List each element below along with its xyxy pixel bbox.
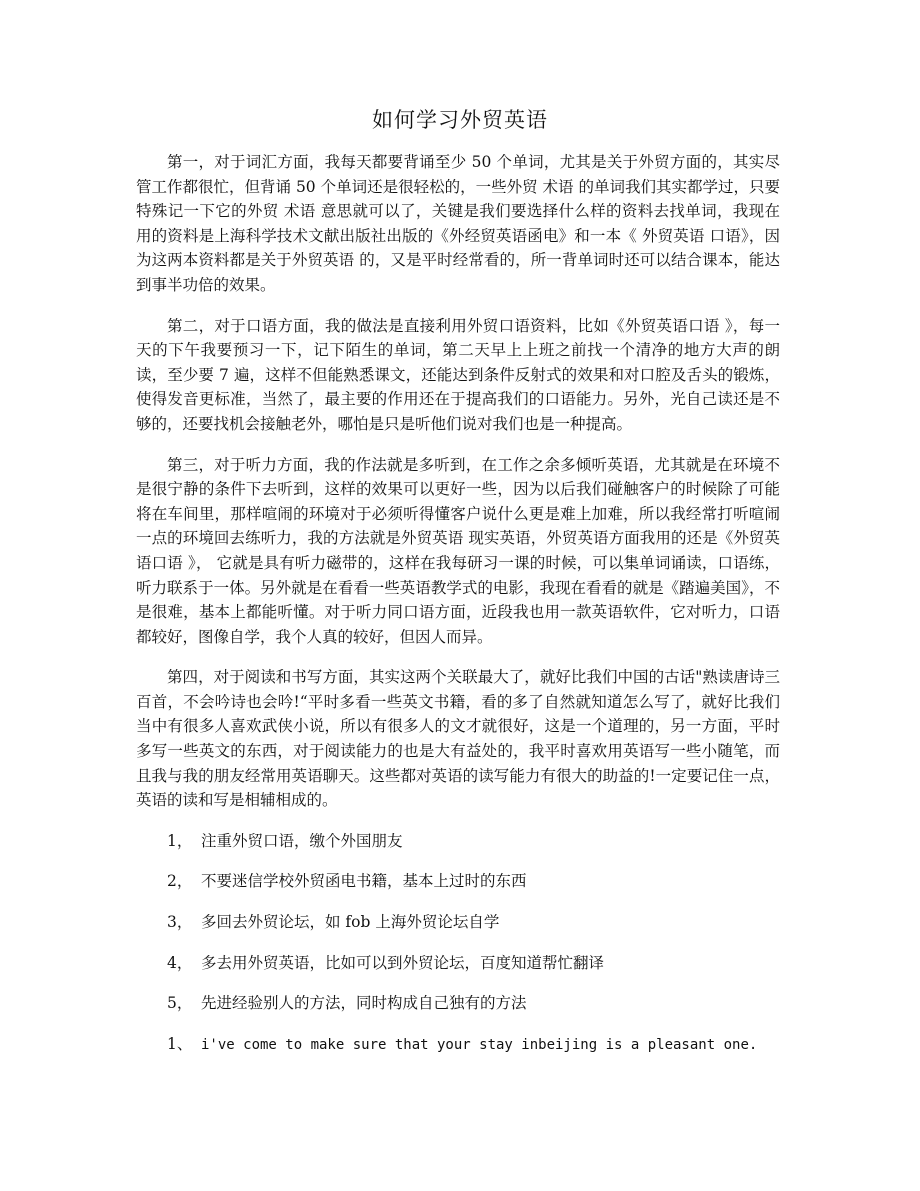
list-item-number: 5，: [167, 994, 193, 1013]
list-item-text: 多去用外贸英语，比如可以到外贸论坛，百度知道帮忙翻译: [201, 953, 605, 972]
paragraph-listening: 第三，对于听力方面，我的作法就是多听到，在工作之余多倾听英语，尤其就是在环境不是很宁静的条件下去听到，这样的效果可以更好一些，因为以后我们碰触客户的时候除了可能将在车间里，那样喧闹的环境对于必须听得懂客户说什么更是难上加难，所以我经常打听喧闹一点的环境回去练听力，我的方法就是外贸英语 现实英语，外贸英语方面我用的还是《外贸英语口语 》， 它就是具有听力磁带的，这样在我每研习一课的时候，可以集单词诵读，口语练，听力联系于一体。另外就是在看看一些英语教学式的电影，我现在看看的就是《踏遍美国》，不是很难，基本上都能听懂。对于听力同口语方面，近段我也用一款英语软件，它对听力，口语都较好，图像自学，我个人真的较好，但因人而异。: [136, 455, 780, 646]
list-item: [136, 869, 780, 894]
list-item-text: 不要迷信学校外贸函电书籍，基本上过时的东西: [201, 872, 527, 891]
list-item-text: 先进经验别人的方法，同时构成自己独有的方法: [201, 994, 527, 1013]
list-item-number: 3，: [167, 913, 193, 932]
list-item-number: 1，: [167, 831, 193, 850]
list-item-number: 4，: [167, 953, 193, 972]
document-body: [136, 150, 780, 1073]
paragraph-speaking: 第二，对于口语方面，我的做法是直接利用外贸口语资料，比如《外贸英语口语 》，每一天的下午我要预习一下，记下陌生的单词，第二天早上上班之前找一个清净的地方大声的朗读，至少要 7 遍，这样不但能熟悉课文，还能达到条件反射式的效果和对口腔及舌头的锻炼，使得发音更标准，当然了，最主要的作用还在于提高我们的口语能力。另外，光自己读还是不够的，还要找机会接触老外，哪怕是只是听他们说对我们也是一种提高。: [136, 316, 780, 433]
list-item: [136, 991, 780, 1016]
document-title: 如何学习外贸英语: [372, 108, 548, 132]
list-item: [136, 829, 780, 854]
list-item-number: 2，: [167, 872, 193, 891]
list-item: [136, 951, 780, 976]
list-item-number: 1、: [167, 1034, 193, 1053]
list-item-text: 注重外贸口语，缴个外国朋友: [201, 831, 403, 850]
english-sentence-item: [136, 1032, 780, 1058]
paragraph-vocabulary: 第一，对于词汇方面，我每天都要背诵至少 50 个单词，尤其是关于外贸方面的，其实尽管工作都很忙，但背诵 50 个单词还是很轻松的，一些外贸 术语 的单词我们其实都学过，只要特殊记一下它的外贸 术语 意思就可以了，关键是我们要选择什么样的资料去找单词，我现在用的资料是上海科学技术文献出版社出版的《外经贸英语函电》和一本《 外贸英语 口语》，因为这两本资料都是关于外贸英语 的，又是平时经常看的，所一背单词时还可以结合课本，能达到事半功倍的效果。: [136, 153, 780, 294]
list-item-text: 多回去外贸论坛，如 fob 上海外贸论坛自学: [201, 913, 500, 932]
english-sentence-text: i've come to make sure that your stay inbeijing is a pleasant one.: [201, 1036, 758, 1053]
paragraph-reading-writing: 第四，对于阅读和书写方面，其实这两个关联最大了，就好比我们中国的古话"熟读唐诗三百首，不会吟诗也会吟!“平时多看一些英文书籍，看的多了自然就知道怎么写了，就好比我们当中有很多人喜欢武侠小说，所以有很多人的文才就很好，这是一个道理的，另一方面，平时多写一些英文的东西，对于阅读能力的也是大有益处的，我平时喜欢用英语写一些小随笔，而且我与我的朋友经常用英语聊天。这些都对英语的读写能力有很大的助益的!一定要记住一点，英语的读和写是相辅相成的。: [136, 668, 780, 810]
list-item: [136, 910, 780, 935]
